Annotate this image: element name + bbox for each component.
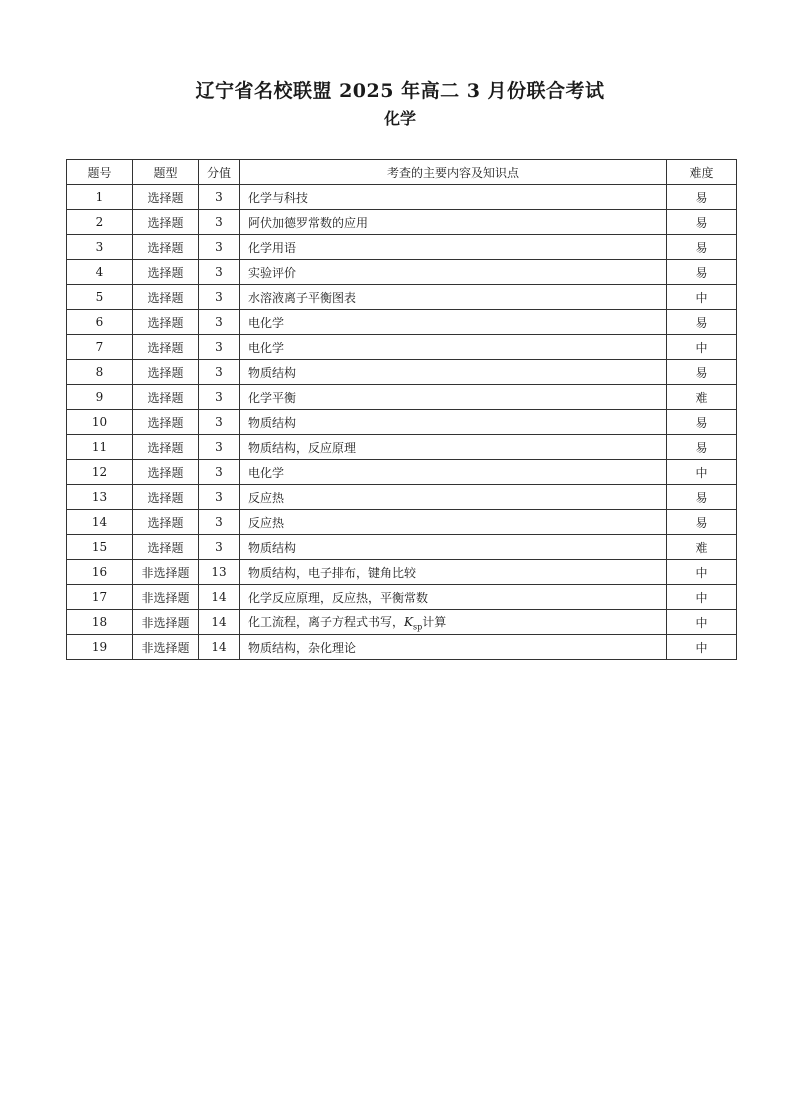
cell-content: 物质结构 [240,360,667,385]
cell-content: 物质结构，反应原理 [240,435,667,460]
cell-content: 水溶液离子平衡图表 [240,285,667,310]
cell-type: 非选择题 [133,560,199,585]
cell-content: 反应热 [240,510,667,535]
cell-number: 11 [67,435,133,460]
cell-content-text: 化工流程，离子方程式书写， [248,614,405,629]
cell-difficulty: 易 [667,485,737,510]
cell-number: 8 [67,360,133,385]
cell-score: 3 [199,385,240,410]
cell-content: 物质结构，电子排布，键角比较 [240,560,667,585]
table-row [67,485,737,510]
cell-number: 12 [67,460,133,485]
cell-difficulty: 难 [667,535,737,560]
cell-number: 9 [67,385,133,410]
cell-number: 10 [67,410,133,435]
cell-difficulty: 中 [667,335,737,360]
cell-difficulty: 易 [667,410,737,435]
table-row [67,360,737,385]
cell-content: 化学反应原理，反应热，平衡常数 [240,585,667,610]
cell-difficulty: 易 [667,510,737,535]
cell-number: 1 [67,185,133,210]
cell-type: 选择题 [133,435,199,460]
header-question-number: 题号 [67,160,133,185]
cell-content: 化学用语 [240,235,667,260]
cell-difficulty: 中 [667,585,737,610]
document-title: 辽宁省名校联盟 2025 年高二 3 月份联合考试 [195,80,605,102]
header-content: 考查的主要内容及知识点 [240,160,667,185]
cell-type: 选择题 [133,485,199,510]
table-row [67,260,737,285]
cell-difficulty: 易 [667,310,737,335]
header-difficulty: 难度 [667,160,737,185]
table-row [67,385,737,410]
cell-number: 15 [67,535,133,560]
table-row [67,535,737,560]
table-row [67,635,737,660]
cell-content: 实验评价 [240,260,667,285]
cell-score: 3 [199,360,240,385]
cell-score: 3 [199,185,240,210]
table-row [67,585,737,610]
cell-difficulty: 难 [667,385,737,410]
cell-type: 选择题 [133,285,199,310]
table-row [67,435,737,460]
cell-score: 14 [199,635,240,660]
cell-type: 选择题 [133,235,199,260]
cell-content-tail: 计算 [422,614,447,629]
cell-type: 选择题 [133,210,199,235]
table-row [67,310,737,335]
cell-content: 物质结构，杂化理论 [240,635,667,660]
document-subtitle: 化学 [383,109,416,128]
cell-difficulty: 中 [667,460,737,485]
cell-difficulty: 中 [667,285,737,310]
cell-score: 3 [199,260,240,285]
cell-difficulty: 易 [667,360,737,385]
cell-content: 电化学 [240,335,667,360]
cell-score: 3 [199,435,240,460]
cell-number: 5 [67,285,133,310]
table-row [67,610,737,635]
cell-content: 物质结构 [240,410,667,435]
cell-content: 电化学 [240,310,667,335]
cell-number: 6 [67,310,133,335]
cell-type: 选择题 [133,310,199,335]
table-row [67,210,737,235]
cell-score: 3 [199,335,240,360]
cell-content: 电化学 [240,460,667,485]
table-header-row [67,160,737,185]
cell-type: 选择题 [133,360,199,385]
exam-spec-table [66,159,737,660]
table-row [67,285,737,310]
table-row [67,410,737,435]
cell-score: 14 [199,610,240,635]
cell-score: 3 [199,510,240,535]
cell-type: 选择题 [133,535,199,560]
cell-type: 选择题 [133,510,199,535]
cell-type: 选择题 [133,335,199,360]
table-row [67,460,737,485]
cell-number: 13 [67,485,133,510]
cell-type: 非选择题 [133,585,199,610]
cell-type: 选择题 [133,410,199,435]
cell-number: 7 [67,335,133,360]
cell-difficulty: 中 [667,610,737,635]
cell-type: 选择题 [133,260,199,285]
cell-difficulty: 中 [667,560,737,585]
cell-number: 14 [67,510,133,535]
cell-number: 19 [67,635,133,660]
ksp-symbol: K [404,614,413,629]
cell-type: 选择题 [133,385,199,410]
table-row [67,335,737,360]
cell-score: 14 [199,585,240,610]
cell-type: 选择题 [133,185,199,210]
table-row [67,235,737,260]
header-score: 分值 [199,160,240,185]
table-row [67,510,737,535]
cell-difficulty: 中 [667,635,737,660]
cell-score: 3 [199,410,240,435]
cell-score: 3 [199,460,240,485]
cell-content: 反应热 [240,485,667,510]
cell-score: 3 [199,210,240,235]
table-row [67,560,737,585]
cell-score: 3 [199,535,240,560]
cell-difficulty: 易 [667,185,737,210]
cell-number: 3 [67,235,133,260]
cell-difficulty: 易 [667,235,737,260]
table-row [67,185,737,210]
cell-difficulty: 易 [667,435,737,460]
cell-score: 13 [199,560,240,585]
cell-number: 4 [67,260,133,285]
cell-content: 阿伏加德罗常数的应用 [240,210,667,235]
cell-content [240,610,667,635]
cell-score: 3 [199,235,240,260]
cell-type: 选择题 [133,460,199,485]
cell-score: 3 [199,310,240,335]
cell-difficulty: 易 [667,210,737,235]
cell-number: 16 [67,560,133,585]
cell-content: 物质结构 [240,535,667,560]
cell-content: 化学与科技 [240,185,667,210]
cell-score: 3 [199,285,240,310]
cell-type: 非选择题 [133,635,199,660]
cell-number: 2 [67,210,133,235]
header-question-type: 题型 [133,160,199,185]
cell-difficulty: 易 [667,260,737,285]
cell-score: 3 [199,485,240,510]
cell-type: 非选择题 [133,610,199,635]
cell-number: 17 [67,585,133,610]
ksp-subscript: sp [412,622,423,632]
cell-content: 化学平衡 [240,385,667,410]
cell-number: 18 [67,610,133,635]
